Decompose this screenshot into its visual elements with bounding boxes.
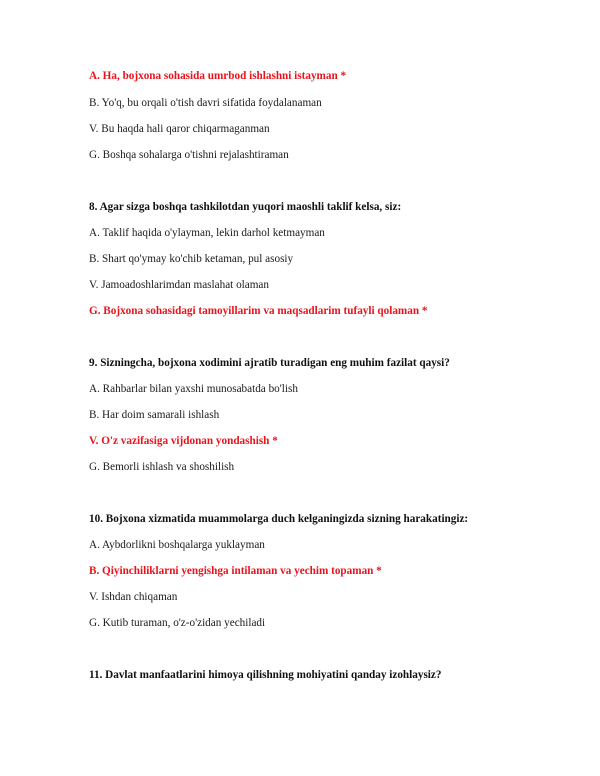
question-heading: 8. Agar sizga boshqa tashkilotdan yuqori maoshli taklif kelsa, siz: (89, 201, 402, 213)
answer-option: V. Ishdan chiqaman (89, 591, 178, 603)
answer-option: B. Yo'q, bu orqali o'tish davri sifatida foydalanaman (89, 97, 322, 109)
question-heading: 9. Sizningcha, bojxona xodimini ajratib turadigan eng muhim fazilat qaysi? (89, 357, 450, 369)
answer-option: A. Aybdorlikni boshqalarga yuklayman (89, 539, 265, 551)
answer-option: V. Jamoadoshlarimdan maslahat olaman (89, 279, 269, 291)
answer-option: G. Boshqa sohalarga o'tishni rejalashtiraman (89, 149, 289, 161)
answer-option-correct: A. Ha, bojxona sohasida umrbod ishlashni istayman * (89, 70, 347, 82)
answer-option-correct: B. Qiyinchiliklarni yengishga intilaman va yechim topaman * (89, 565, 382, 577)
question-heading: 10. Bojxona xizmatida muammolarga duch kelganingizda sizning harakatingiz: (89, 513, 469, 525)
answer-option: B. Har doim samarali ishlash (89, 409, 220, 421)
answer-option-correct: V. O'z vazifasiga vijdonan yondashish * (89, 435, 278, 447)
answer-option: V. Bu haqda hali qaror chiqarmaganman (89, 123, 270, 135)
answer-option: A. Taklif haqida o'ylayman, lekin darhol ketmayman (89, 227, 325, 239)
answer-option: B. Shart qo'ymay ko'chib ketaman, pul asosiy (89, 253, 294, 265)
question-heading: 11. Davlat manfaatlarini himoya qilishning mohiyatini qanday izohlaysiz? (89, 669, 442, 681)
answer-option: G. Kutib turaman, o'z-o'zidan yechiladi (89, 617, 266, 629)
answer-option: G. Bemorli ishlash va shoshilish (89, 461, 235, 473)
answer-option-correct: G. Bojxona sohasidagi tamoyillarim va maqsadlarim tufayli qolaman * (89, 305, 428, 317)
answer-option: A. Rahbarlar bilan yaxshi munosabatda bo'lish (89, 383, 298, 395)
